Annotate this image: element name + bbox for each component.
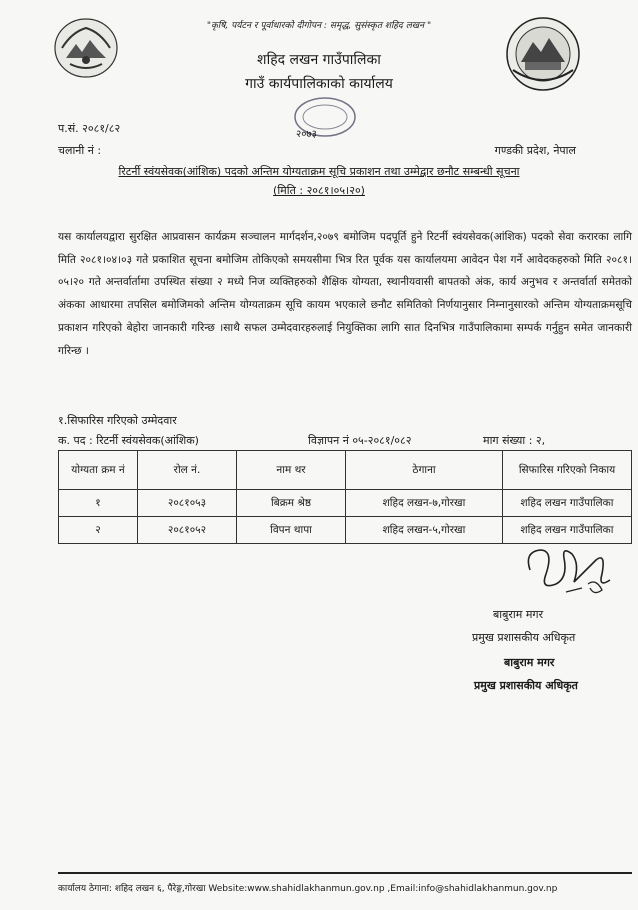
signer-title-printed: प्रमुख प्रशासकीय अधिकृत bbox=[474, 679, 578, 692]
notice-body: यस कार्यालयद्वारा सुरक्षित आप्रवासन कार्यक्रम सञ्चालन मार्गदर्शन,२०७९ बमोजिम पदपूर्ति हुने रिटर्नी स्वंयसेवक(आंशिक) पदको सेवा करारका लागि मिति २०८१।०४।०३ गते प्रकाशित सूचना बमोजिम तोकिएको समयसीमा भित्र रित पूर्वक यस कार्यालयमा आवेदन पेश गर्ने आवेदकहरुको मिति २०८१।०५।२० गते अन्तर्वार्तामा उपस्थित संख्या २ मध्ये निज व्यक्तिहरुको शैक्षिक योग्यता, स्थानीयवासी बापतको अंक, कार्य अनुभव र अन्तर्वार्ता समेतको अंकका आधारमा तपसिल बमोजिमको अन्तिम योग्यताक्रम सूचि कायम भएकाले छनौट समितिको निर्णयानुसार निम्नानुसारको अन्तिम योग्यताक्रमसूचि प्रकाशन गरिएको बेहोरा जानकारी गरिन्छ ।साथै सफल उम्मेदवारहरुलाई नियुक्तिका लागि सात दिनभित्र गाउँपालिकामा सम्पर्क गर्नुहुन समेत जानकारी गरिन्छ । bbox=[58, 231, 632, 357]
col-header-name: नाम थर bbox=[237, 451, 346, 490]
stamp-number: २०७३ bbox=[296, 129, 317, 140]
demand-count: माग संख्या : २, bbox=[483, 434, 546, 447]
cell-roll: २०८१०५३ bbox=[138, 490, 237, 517]
section-heading: १.सिफारिस गरिएको उम्मेदवार bbox=[58, 414, 177, 427]
subject-date: (मिति : २०८१।०५।२०) bbox=[273, 184, 365, 197]
cell-rank: १ bbox=[59, 490, 138, 517]
cell-rank: २ bbox=[59, 517, 138, 544]
province-label: गण्डकी प्रदेश, नेपाल bbox=[494, 144, 576, 157]
signer-name-handwritten: बाबुराम मगर bbox=[493, 608, 544, 621]
table-row bbox=[59, 490, 632, 517]
col-header-recommending-body: सिफारिस गरिएको निकाय bbox=[503, 451, 632, 490]
cell-name: बिक्रम श्रेष्ठ bbox=[237, 490, 346, 517]
advert-number: विज्ञापन नं ०५-२०८१/०८२ bbox=[308, 434, 412, 447]
signer-title-handwritten: प्रमुख प्रशासकीय अधिकृत bbox=[472, 631, 576, 644]
cell-body: शहिद लखन गाउँपालिका bbox=[503, 490, 632, 517]
post-info-line bbox=[58, 433, 632, 448]
signer-name-printed: बाबुराम मगर bbox=[504, 656, 555, 669]
col-header-roll: रोल नं. bbox=[138, 451, 237, 490]
reference-number: प.सं. २०८१/८२ bbox=[58, 122, 121, 135]
cell-roll: २०८१०५२ bbox=[138, 517, 237, 544]
dispatch-number: चलानी नं : bbox=[58, 144, 102, 157]
office-name-line1: शहिद लखन गाउँपालिका bbox=[257, 52, 381, 68]
cell-address: शहिद लखन-५,गोरखा bbox=[346, 517, 503, 544]
cell-name: विपन थापा bbox=[237, 517, 346, 544]
signature-scribble bbox=[510, 530, 620, 610]
slogan-text: "कृषि, पर्यटन र पूर्वाधारको दीगोपन : समृद्ध, सुसंस्कृत शहिद लखन " bbox=[206, 21, 432, 31]
col-header-rank: योग्यता क्रम नं bbox=[59, 451, 138, 490]
cell-body: शहिद लखन गाउँपालिका bbox=[503, 517, 632, 544]
footer-divider bbox=[58, 872, 632, 874]
subject-line: रिटर्नी स्वंयसेवक(आंशिक) पदको अन्तिम योग्यताक्रम सूचि प्रकाशन तथा उम्मेद्वार छनौट सम्बन्धी सूचना bbox=[118, 165, 520, 178]
post-label: क. पद : रिटर्नी स्वंयसेवक(आंशिक) bbox=[58, 434, 199, 447]
office-name-line2: गाउँ कार्यपालिकाको कार्यालय bbox=[245, 76, 393, 92]
cell-address: शहिद लखन-७,गोरखा bbox=[346, 490, 503, 517]
table-header-row bbox=[59, 451, 632, 490]
footer-contact: कार्यालय ठेगाना: शहिद लखन ६, पैरेङ्ग,गोरखा Website:www.shahidlakhanmun.gov.np ,Email:info@shahidlakhanmun.gov.np bbox=[58, 884, 558, 894]
col-header-address: ठेगाना bbox=[346, 451, 503, 490]
